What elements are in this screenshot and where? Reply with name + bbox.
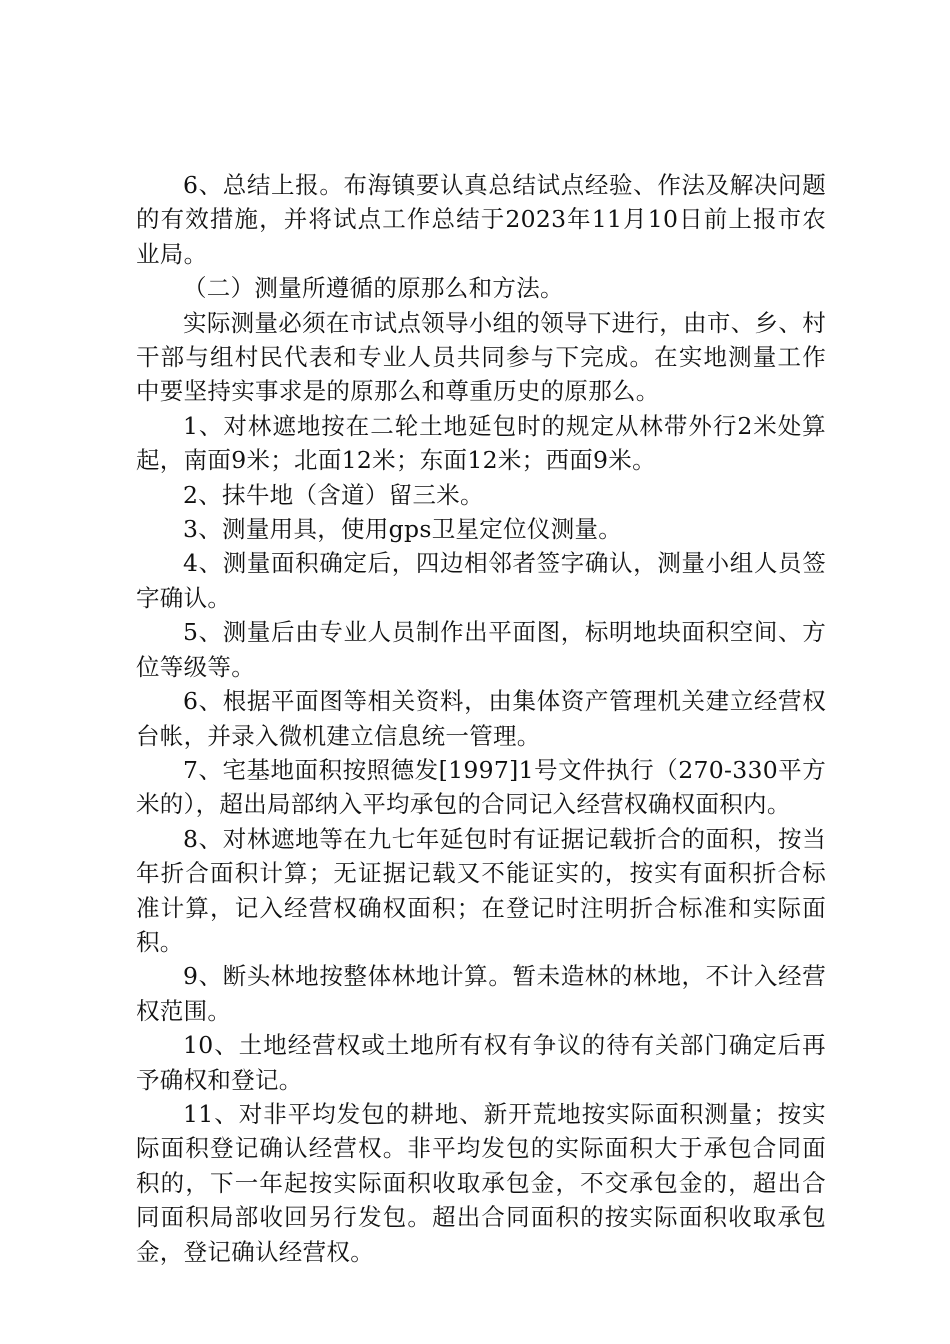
list-item-7: 7、宅基地面积按照德发[1997]1号文件执行（270-330平方米的），超出局部纳入平均承包的合同记入经营权确权面积内。 <box>136 755 826 819</box>
paragraph-measurement-intro: 实际测量必须在市试点领导小组的领导下进行，由市、乡、村干部与组村民代表和专业人员共同参与下完成。在实地测量工作中要坚持实事求是的原那么和尊重历史的原那么。 <box>136 308 826 406</box>
document-body <box>136 168 826 1269</box>
list-item-2: 2、抹牛地（含道）留三米。 <box>183 480 484 509</box>
section-heading-measurement-principles: （二）测量所遵循的原那么和方法。 <box>183 274 564 303</box>
list-item-8: 8、对林遮地等在九七年延包时有证据记载折合的面积，按当年折合面积计算；无证据记载又不能证实的，按实有面积折合标准计算，记入经营权确权面积；在登记时注明折合标准和实际面积。 <box>136 824 826 956</box>
list-item-5: 5、测量后由专业人员制作出平面图，标明地块面积空间、方位等级等。 <box>136 618 826 681</box>
list-item-10: 10、土地经营权或土地所有权有争议的待有关部门确定后再予确权和登记。 <box>136 1031 826 1094</box>
paragraph-summary-report: 6、总结上报。布海镇要认真总结试点经验、作法及解决问题的有效措施，并将试点工作总结于2023年11月10日前上报市农业局。 <box>136 171 826 268</box>
list-item-6: 6、根据平面图等相关资料，由集体资产管理机关建立经营权台帐，并录入微机建立信息统一管理。 <box>136 687 826 750</box>
list-item-9: 9、断头林地按整体林地计算。暂未造林的林地，不计入经营权范围。 <box>136 962 826 1025</box>
list-item-3: 3、测量用具，使用gps卫星定位仪测量。 <box>183 515 623 544</box>
list-item-1: 1、对林遮地按在二轮土地延包时的规定从林带外行2米处算起，南面9米；北面12米；东面12米；西面9米。 <box>136 411 826 475</box>
list-item-11: 11、对非平均发包的耕地、新开荒地按实际面积测量；按实际面积登记确认经营权。非平均发包的实际面积大于承包合同面积的，下一年起按实际面积收取承包金，不交承包金的，超出合同面积局部收回另行发包。超出合同面积的按实际面积收取承包金，登记确认经营权。 <box>136 1099 826 1266</box>
list-item-4: 4、测量面积确定后，四边相邻者签字确认，测量小组人员签字确认。 <box>136 549 826 612</box>
